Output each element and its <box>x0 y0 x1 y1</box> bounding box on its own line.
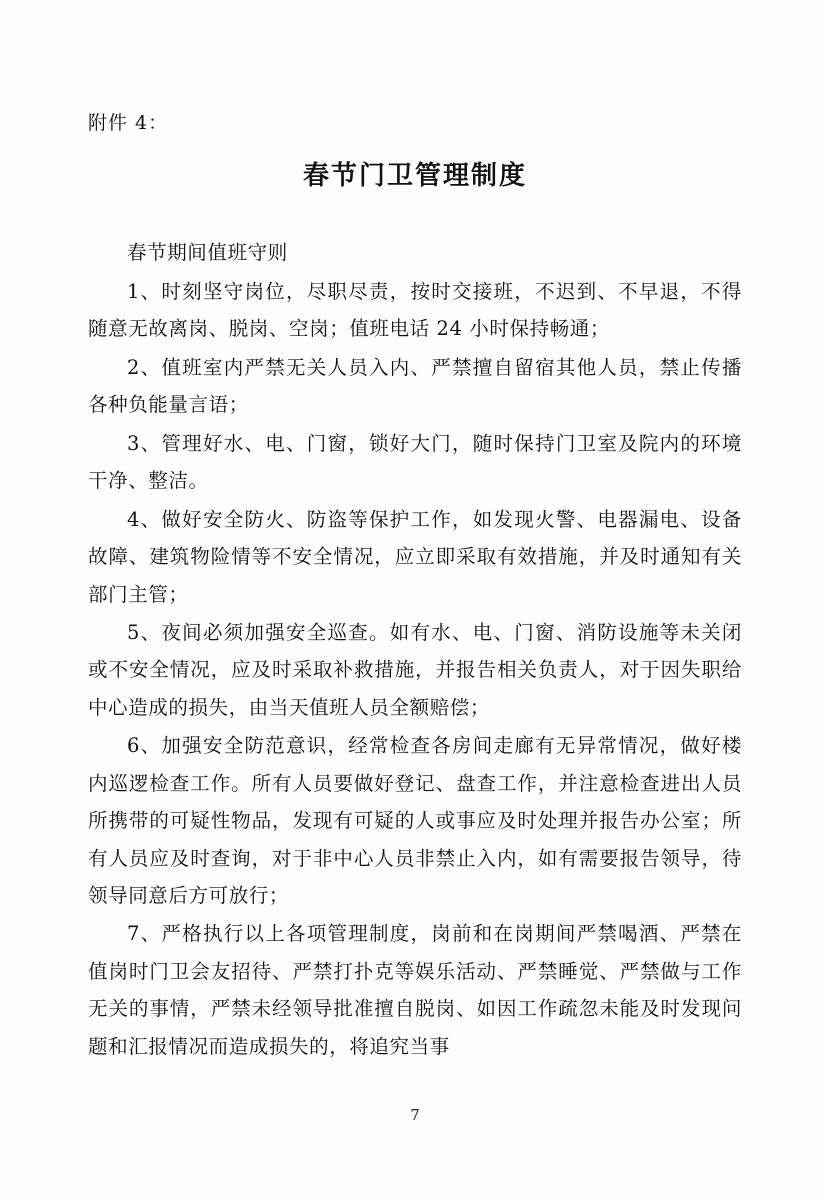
paragraph-2: 2、值班室内严禁无关人员入内、严禁擅自留宿其他人员，禁止传播各种负能量言语； <box>88 355 742 417</box>
page-number: 7 <box>410 1106 420 1124</box>
section-subheading: 春节期间值班守则 <box>127 240 288 264</box>
paragraph-5: 5、夜间必须加强安全巡查。如有水、电、门窗、消防设施等未关闭或不安全情况，应及时采取补救措施，并报告相关负责人，对于因失职给中心造成的损失，由当天值班人员全额赔偿； <box>88 620 742 719</box>
paragraph-4: 4、做好安全防火、防盗等保护工作，如发现火警、电器漏电、设备故障、建筑物险情等不安全情况，应立即采取有效措施，并及时通知有关部门主管； <box>88 507 742 606</box>
paragraph-3: 3、管理好水、电、门窗，锁好大门，随时保持门卫室及院内的环境干净、整洁。 <box>88 431 742 493</box>
paragraph-7: 7、严格执行以上各项管理制度，岗前和在岗期间严禁喝酒、严禁在值岗时门卫会友招待、严禁打扑克等娱乐活动、严禁睡觉、严禁做与工作无关的事情，严禁未经领导批准擅自脱岗、如因工作疏忽未能及时发现问题和汇报情况而造成损失的，将追究当事 <box>88 922 742 1058</box>
paragraph-1: 1、时刻坚守岗位，尽职尽责，按时交接班，不迟到、不早退，不得随意无故离岗、脱岗、空岗；值班电话 24 小时保持畅通； <box>88 280 742 341</box>
document-body <box>88 234 742 1066</box>
paragraph-6: 6、加强安全防范意识，经常检查各房间走廊有无异常情况，做好楼内巡逻检查工作。所有人员要做好登记、盘查工作，并注意检查进出人员所携带的可疑性物品，发现有可疑的人或事应及时处理并报告办公室；所有人员应及时查询，对于非中心人员非禁止入内，如有需要报告领导，待领导同意后方可放行； <box>88 734 742 908</box>
attachment-label: 附件 4： <box>88 112 169 134</box>
page-title: 春节门卫管理制度 <box>302 160 527 191</box>
